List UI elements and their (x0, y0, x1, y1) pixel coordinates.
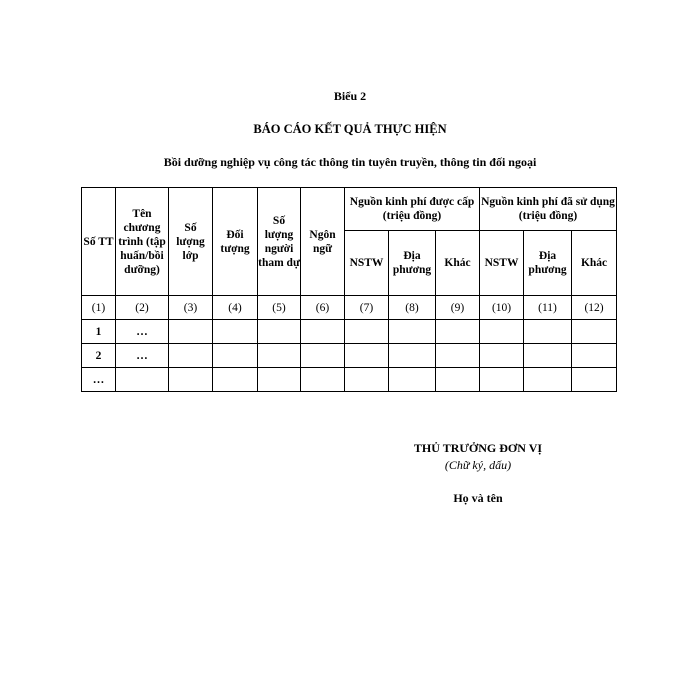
table-cell (301, 320, 345, 344)
table-cell (169, 344, 213, 368)
header-used-nstw: NSTW (480, 231, 524, 296)
table-cell (345, 368, 389, 392)
column-number: (3) (169, 296, 213, 320)
row-stt: … (82, 368, 116, 392)
column-number: (6) (301, 296, 345, 320)
table-cell (389, 368, 436, 392)
signature-block (378, 440, 578, 506)
row-stt: 1 (82, 320, 116, 344)
header-funding-used: Nguồn kinh phí đã sử dụng (triệu đồng) (480, 188, 617, 231)
column-number: (5) (258, 296, 301, 320)
table-row (82, 344, 617, 368)
table-cell (301, 344, 345, 368)
column-number: (7) (345, 296, 389, 320)
header-classes: Số lượng lớp (169, 188, 213, 296)
header-granted-other: Khác (436, 231, 480, 296)
report-subtitle: Bồi dưỡng nghiệp vụ công tác thông tin tuyên truyền, thông tin đối ngoại (163, 155, 537, 169)
table-cell (436, 344, 480, 368)
row-program: … (116, 320, 169, 344)
header-target: Đối tượng (213, 188, 258, 296)
header-program: Tên chương trình (tập huấn/bồi dưỡng) (116, 188, 169, 296)
table-cell (258, 344, 301, 368)
form-code: Biểu 2 (333, 89, 367, 103)
header-used-local: Địa phương (524, 231, 572, 296)
table-cell (258, 368, 301, 392)
table-cell (436, 320, 480, 344)
column-number: (2) (116, 296, 169, 320)
table-cell (389, 344, 436, 368)
table-cell (572, 344, 617, 368)
header-language: Ngôn ngữ (301, 188, 345, 296)
signature-title: THỦ TRƯỞNG ĐƠN VỊ (413, 441, 543, 455)
row-program (116, 368, 169, 392)
table-row (82, 320, 617, 344)
column-number: (8) (389, 296, 436, 320)
header-used-other: Khác (572, 231, 617, 296)
header-row-1 (82, 188, 617, 231)
table-cell (480, 344, 524, 368)
column-number: (1) (82, 296, 116, 320)
row-program: … (116, 344, 169, 368)
column-number: (4) (213, 296, 258, 320)
header-funding-granted: Nguồn kinh phí được cấp (triệu đồng) (345, 188, 480, 231)
table-row (82, 368, 617, 392)
table-cell (345, 320, 389, 344)
table-cell (213, 368, 258, 392)
table-cell (213, 320, 258, 344)
report-title: BÁO CÁO KẾT QUẢ THỰC HIỆN (253, 122, 447, 136)
header-participants: Số lượng người tham dự (258, 188, 301, 296)
table-cell (258, 320, 301, 344)
column-number: (9) (436, 296, 480, 320)
table-cell (389, 320, 436, 344)
table-cell (572, 368, 617, 392)
column-number-row (82, 296, 617, 320)
table-cell (345, 344, 389, 368)
table-cell (169, 320, 213, 344)
column-number: (10) (480, 296, 524, 320)
table-cell (480, 320, 524, 344)
column-number: (11) (524, 296, 572, 320)
header-granted-local: Địa phương (389, 231, 436, 296)
header-stt: Số TT (82, 188, 116, 296)
table-cell (301, 368, 345, 392)
table-cell (480, 368, 524, 392)
table-cell (169, 368, 213, 392)
table-cell (524, 320, 572, 344)
row-stt: 2 (82, 344, 116, 368)
table-cell (213, 344, 258, 368)
table-cell (436, 368, 480, 392)
header-granted-nstw: NSTW (345, 231, 389, 296)
column-number: (12) (572, 296, 617, 320)
signature-note: (Chữ ký, dấu) (444, 458, 512, 472)
table-cell (524, 344, 572, 368)
table-cell (524, 368, 572, 392)
report-table (81, 187, 617, 392)
table-cell (572, 320, 617, 344)
signature-name: Họ và tên (453, 491, 503, 505)
